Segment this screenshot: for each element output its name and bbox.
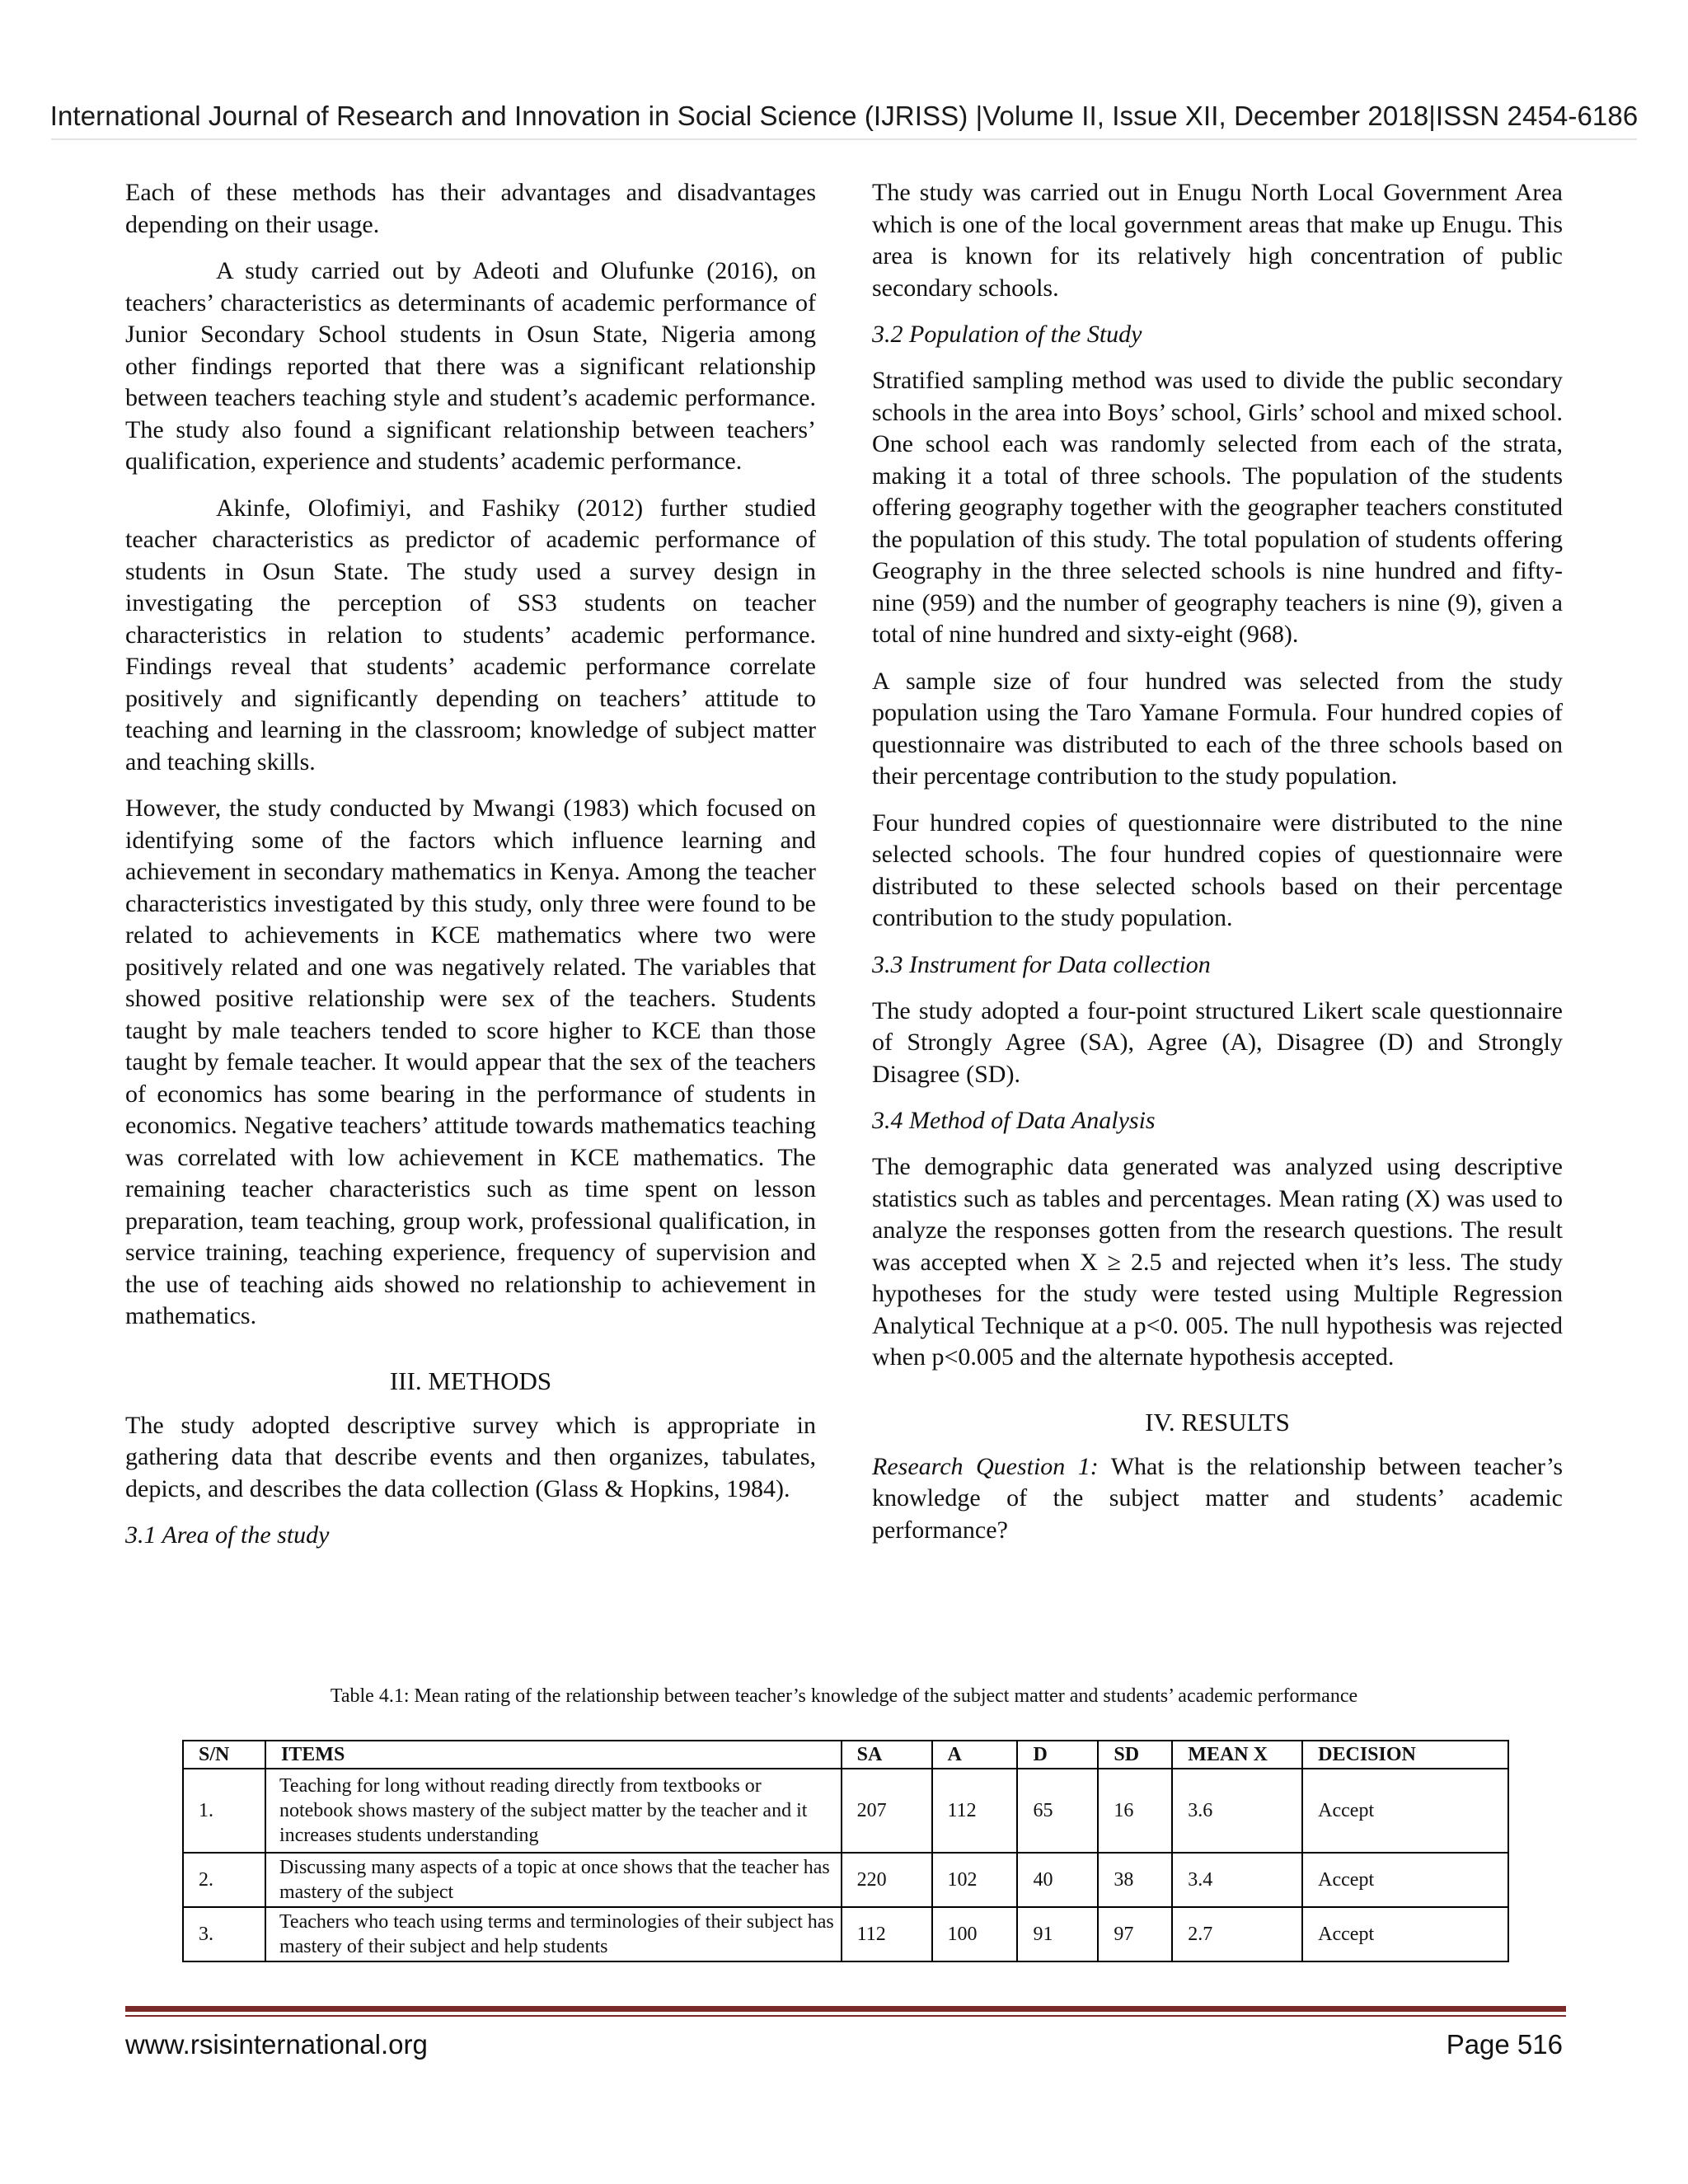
column-header: SD xyxy=(1098,1741,1172,1769)
footer-page-number: Page 516 xyxy=(1446,2029,1563,2060)
footer-website: www.rsisinternational.org xyxy=(125,2029,428,2060)
paragraph: Each of these methods has their advantages and disadvantages depending on their usage. xyxy=(125,179,816,238)
table-cell: 3. xyxy=(183,1907,265,1961)
column-header: D xyxy=(1017,1741,1098,1769)
table-cell: 2.7 xyxy=(1172,1907,1302,1961)
table-cell: 65 xyxy=(1017,1769,1098,1853)
paragraph: The study adopted descriptive survey which is appropriate in gathering data that describe events and then organizes, tabulates, depicts, and describes the data collection (Glass & Hopkins, 1984). xyxy=(125,1411,816,1502)
table-cell: 1. xyxy=(183,1769,265,1853)
left-column xyxy=(125,177,816,1566)
table-cell: Discussing many aspects of a topic at once shows that the teacher has mastery of the subject xyxy=(265,1853,842,1907)
table-cell: Teaching for long without reading directly from textbooks or notebook shows mastery of the subject matter by the teacher and it increases students understanding xyxy=(265,1769,842,1853)
section-heading-results: IV. RESULTS xyxy=(1145,1407,1290,1436)
table-cell: Teachers who teach using terms and terminologies of their subject has mastery of their subject and help students xyxy=(265,1907,842,1961)
paragraph: A sample size of four hundred was selected from the study population using the Taro Yamane Formula. Four hundred copies of questionnaire was distributed to each of the three schools based on their percentage contribution to the study population. xyxy=(872,667,1563,790)
column-header: A xyxy=(932,1741,1018,1769)
table-row xyxy=(183,1769,1508,1853)
research-question-text: What is the relationship between teacher’s knowledge of the subject matter and students’ academic performance? xyxy=(872,1452,1563,1544)
table-cell: 112 xyxy=(932,1769,1018,1853)
table-caption: Table 4.1: Mean rating of the relationship between teacher’s knowledge of the subject matter and students’ academic performance xyxy=(330,1685,1358,1707)
paragraph: The demographic data generated was analyzed using descriptive statistics such as tables and percentages. Mean rating (X) was used to analyze the responses gotten from the research questions. The result was accepted when X ≥ 2.5 and rejected when it’s less. The study hypotheses for the study were tested using Multiple Regression Analytical Technique at a p<0. 005. The null hypothesis was rejected when p<0.005 and the alternate hypothesis accepted. xyxy=(872,1153,1563,1371)
research-question-label: Research Question 1: xyxy=(872,1452,1099,1480)
right-column xyxy=(872,177,1563,1561)
table-cell: Accept xyxy=(1302,1853,1508,1907)
paragraph: Stratified sampling method was used to divide the public secondary schools in the area into Boys’ school, Girls’ school and mixed school. One school each was randomly selected from each of the strata, making it a total of three schools. The population of the students offering geography together with the geographer teachers constituted the population of this study. The total population of students offering Geography in the three selected schools is nine hundred and fifty-nine (959) and the number of geography teachers is nine (9), given a total of nine hundred and sixty-eight (968). xyxy=(872,367,1563,648)
subsection-heading-analysis: 3.4 Method of Data Analysis xyxy=(872,1107,1156,1134)
table-header-row xyxy=(183,1741,1508,1769)
results-table xyxy=(182,1740,1509,1962)
table-cell: Accept xyxy=(1302,1907,1508,1961)
table-cell: 2. xyxy=(183,1853,265,1907)
footer-divider-thick xyxy=(125,2006,1566,2012)
table-cell: 112 xyxy=(842,1907,932,1961)
paragraph: The study was carried out in Enugu North Local Government Area which is one of the local government areas that make up Enugu. This area is known for its relatively high concentration of public secondary schools. xyxy=(872,179,1563,302)
table-row xyxy=(183,1853,1508,1907)
subsection-heading-population: 3.2 Population of the Study xyxy=(872,321,1142,348)
table-cell: 3.6 xyxy=(1172,1769,1302,1853)
table-cell: 16 xyxy=(1098,1769,1172,1853)
column-header: MEAN X xyxy=(1172,1741,1302,1769)
table-cell: 97 xyxy=(1098,1907,1172,1961)
table-cell: 3.4 xyxy=(1172,1853,1302,1907)
table-row xyxy=(183,1907,1508,1961)
header-divider xyxy=(51,138,1637,140)
table-cell: 220 xyxy=(842,1853,932,1907)
table-cell: 91 xyxy=(1017,1907,1098,1961)
column-header: DECISION xyxy=(1302,1741,1508,1769)
table-cell: 207 xyxy=(842,1769,932,1853)
subsection-heading-instrument: 3.3 Instrument for Data collection xyxy=(872,950,1211,978)
table-cell: Accept xyxy=(1302,1769,1508,1853)
paragraph: However, the study conducted by Mwangi (1983) which focused on identifying some of the factors which influence learning and achievement in secondary mathematics in Kenya. Among the teacher characteristics investigated by this study, only three were found to be related to achievements in KCE mathematics where two were positively related and one was negatively related. The variables that showed positive relationship were sex of the teachers. Students taught by male teachers tended to score higher to KCE than those taught by female teacher. It would appear that the sex of the teachers of economics has some bearing in the performance of students in economics. Negative teachers’ attitude towards mathematics teaching was correlated with low achievement in KCE mathematics. The remaining teacher characteristics such as time spent on lesson preparation, team teaching, group work, professional qualification, in service training, teaching experience, frequency of supervision and the use of teaching aids showed no relationship to achievement in mathematics. xyxy=(125,794,816,1329)
column-header: ITEMS xyxy=(265,1741,842,1769)
table-cell: 40 xyxy=(1017,1853,1098,1907)
paragraph: A study carried out by Adeoti and Olufunke (2016), on teachers’ characteristics as determinants of academic performance of Junior Secondary School students in Osun State, Nigeria among other findings reported that there was a significant relationship between teachers teaching style and student’s academic performance. The study also found a significant relationship between teachers’ qualification, experience and students’ academic performance. xyxy=(125,257,816,475)
table-cell: 100 xyxy=(932,1907,1018,1961)
research-question xyxy=(872,1451,1563,1547)
table-cell: 102 xyxy=(932,1853,1018,1907)
paragraph: The study adopted a four-point structured Likert scale questionnaire of Strongly Agree (SA), Agree (A), Disagree (D) and Strongly Disagree (SD). xyxy=(872,996,1563,1088)
section-heading-methods: III. METHODS xyxy=(389,1366,552,1395)
table-cell: 38 xyxy=(1098,1853,1172,1907)
paragraph: Akinfe, Olofimiyi, and Fashiky (2012) further studied teacher characteristics as predictor of academic performance of students in Osun State. The study used a survey design in investigating the perception of SS3 students on teacher characteristics in relation to students’ academic performance. Findings reveal that students’ academic performance correlate positively and significantly depending on teachers’ attitude to teaching and learning in the classroom; knowledge of subject matter and teaching skills. xyxy=(125,494,816,776)
paragraph: Four hundred copies of questionnaire were distributed to the nine selected schools. The four hundred copies of questionnaire were distributed to these selected schools based on their percentage contribution to the study population. xyxy=(872,808,1563,931)
footer-divider-thin xyxy=(125,2015,1566,2017)
column-header: S/N xyxy=(183,1741,265,1769)
column-header: SA xyxy=(842,1741,932,1769)
running-header: International Journal of Research and Innovation in Social Science (IJRISS) |Volume II, Issue XII, December 2018|ISSN 2454-6186 xyxy=(49,101,1639,131)
subsection-heading-area: 3.1 Area of the study xyxy=(125,1521,330,1549)
